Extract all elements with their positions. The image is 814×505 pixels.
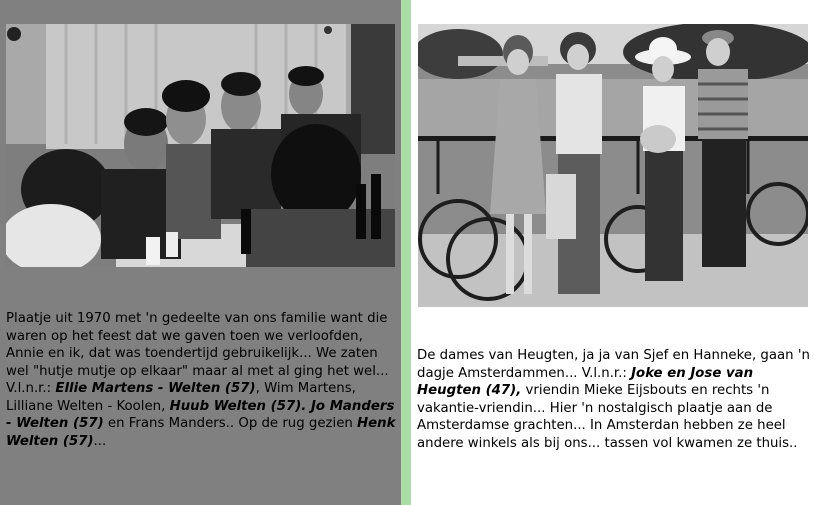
family-party-photo	[6, 24, 395, 267]
caption-text: en Frans Manders.. Op de rug gezien	[103, 416, 358, 431]
right-panel	[411, 0, 814, 505]
right-caption	[417, 347, 812, 452]
amsterdam-canal-photo-drawing	[418, 24, 808, 307]
left-caption	[6, 310, 398, 450]
caption-name-highlight: Huub Welten (57). Jo Manders - Welten (57)	[6, 398, 395, 431]
left-panel	[0, 0, 401, 505]
caption-text: , Wim Martens, Lilliane Welten - Koolen,	[6, 381, 356, 414]
caption-text: Plaatje uit 1970 met 'n gedeelte van ons familie want die waren op het feest dat we gaven toen we verloofden, Annie en ik, dat was toendertijd gebruikelijk... We zaten wel "hutje mutje op elkaar" maar al met al ging het wel... V.l.n.r.:	[6, 311, 389, 396]
amsterdam-canal-photo	[418, 24, 808, 307]
family-party-photo-drawing	[6, 24, 395, 267]
caption-text: vriendin Mieke Eijsbouts en rechts 'n vakantie-vriendin... Hier 'n nostalgisch plaatje aan de Amsterdamse grachten... In Amsterdan hebben ze heel andere winkels als bij ons... tassen vol kwamen ze thuis..	[417, 383, 798, 451]
caption-name-highlight: Henk Welten (57)	[6, 416, 396, 449]
panel-divider	[401, 0, 411, 505]
caption-text: ...	[93, 433, 107, 449]
caption-text: De dames van Heugten, ja ja van Sjef en Hanneke, gaan 'n dagje Amsterdammen... V.l.n.r.:	[417, 348, 810, 381]
caption-name-highlight: Ellie Martens - Welten (57)	[55, 381, 256, 396]
caption-name-highlight: Joke en Jose van Heugten (47),	[417, 365, 754, 398]
